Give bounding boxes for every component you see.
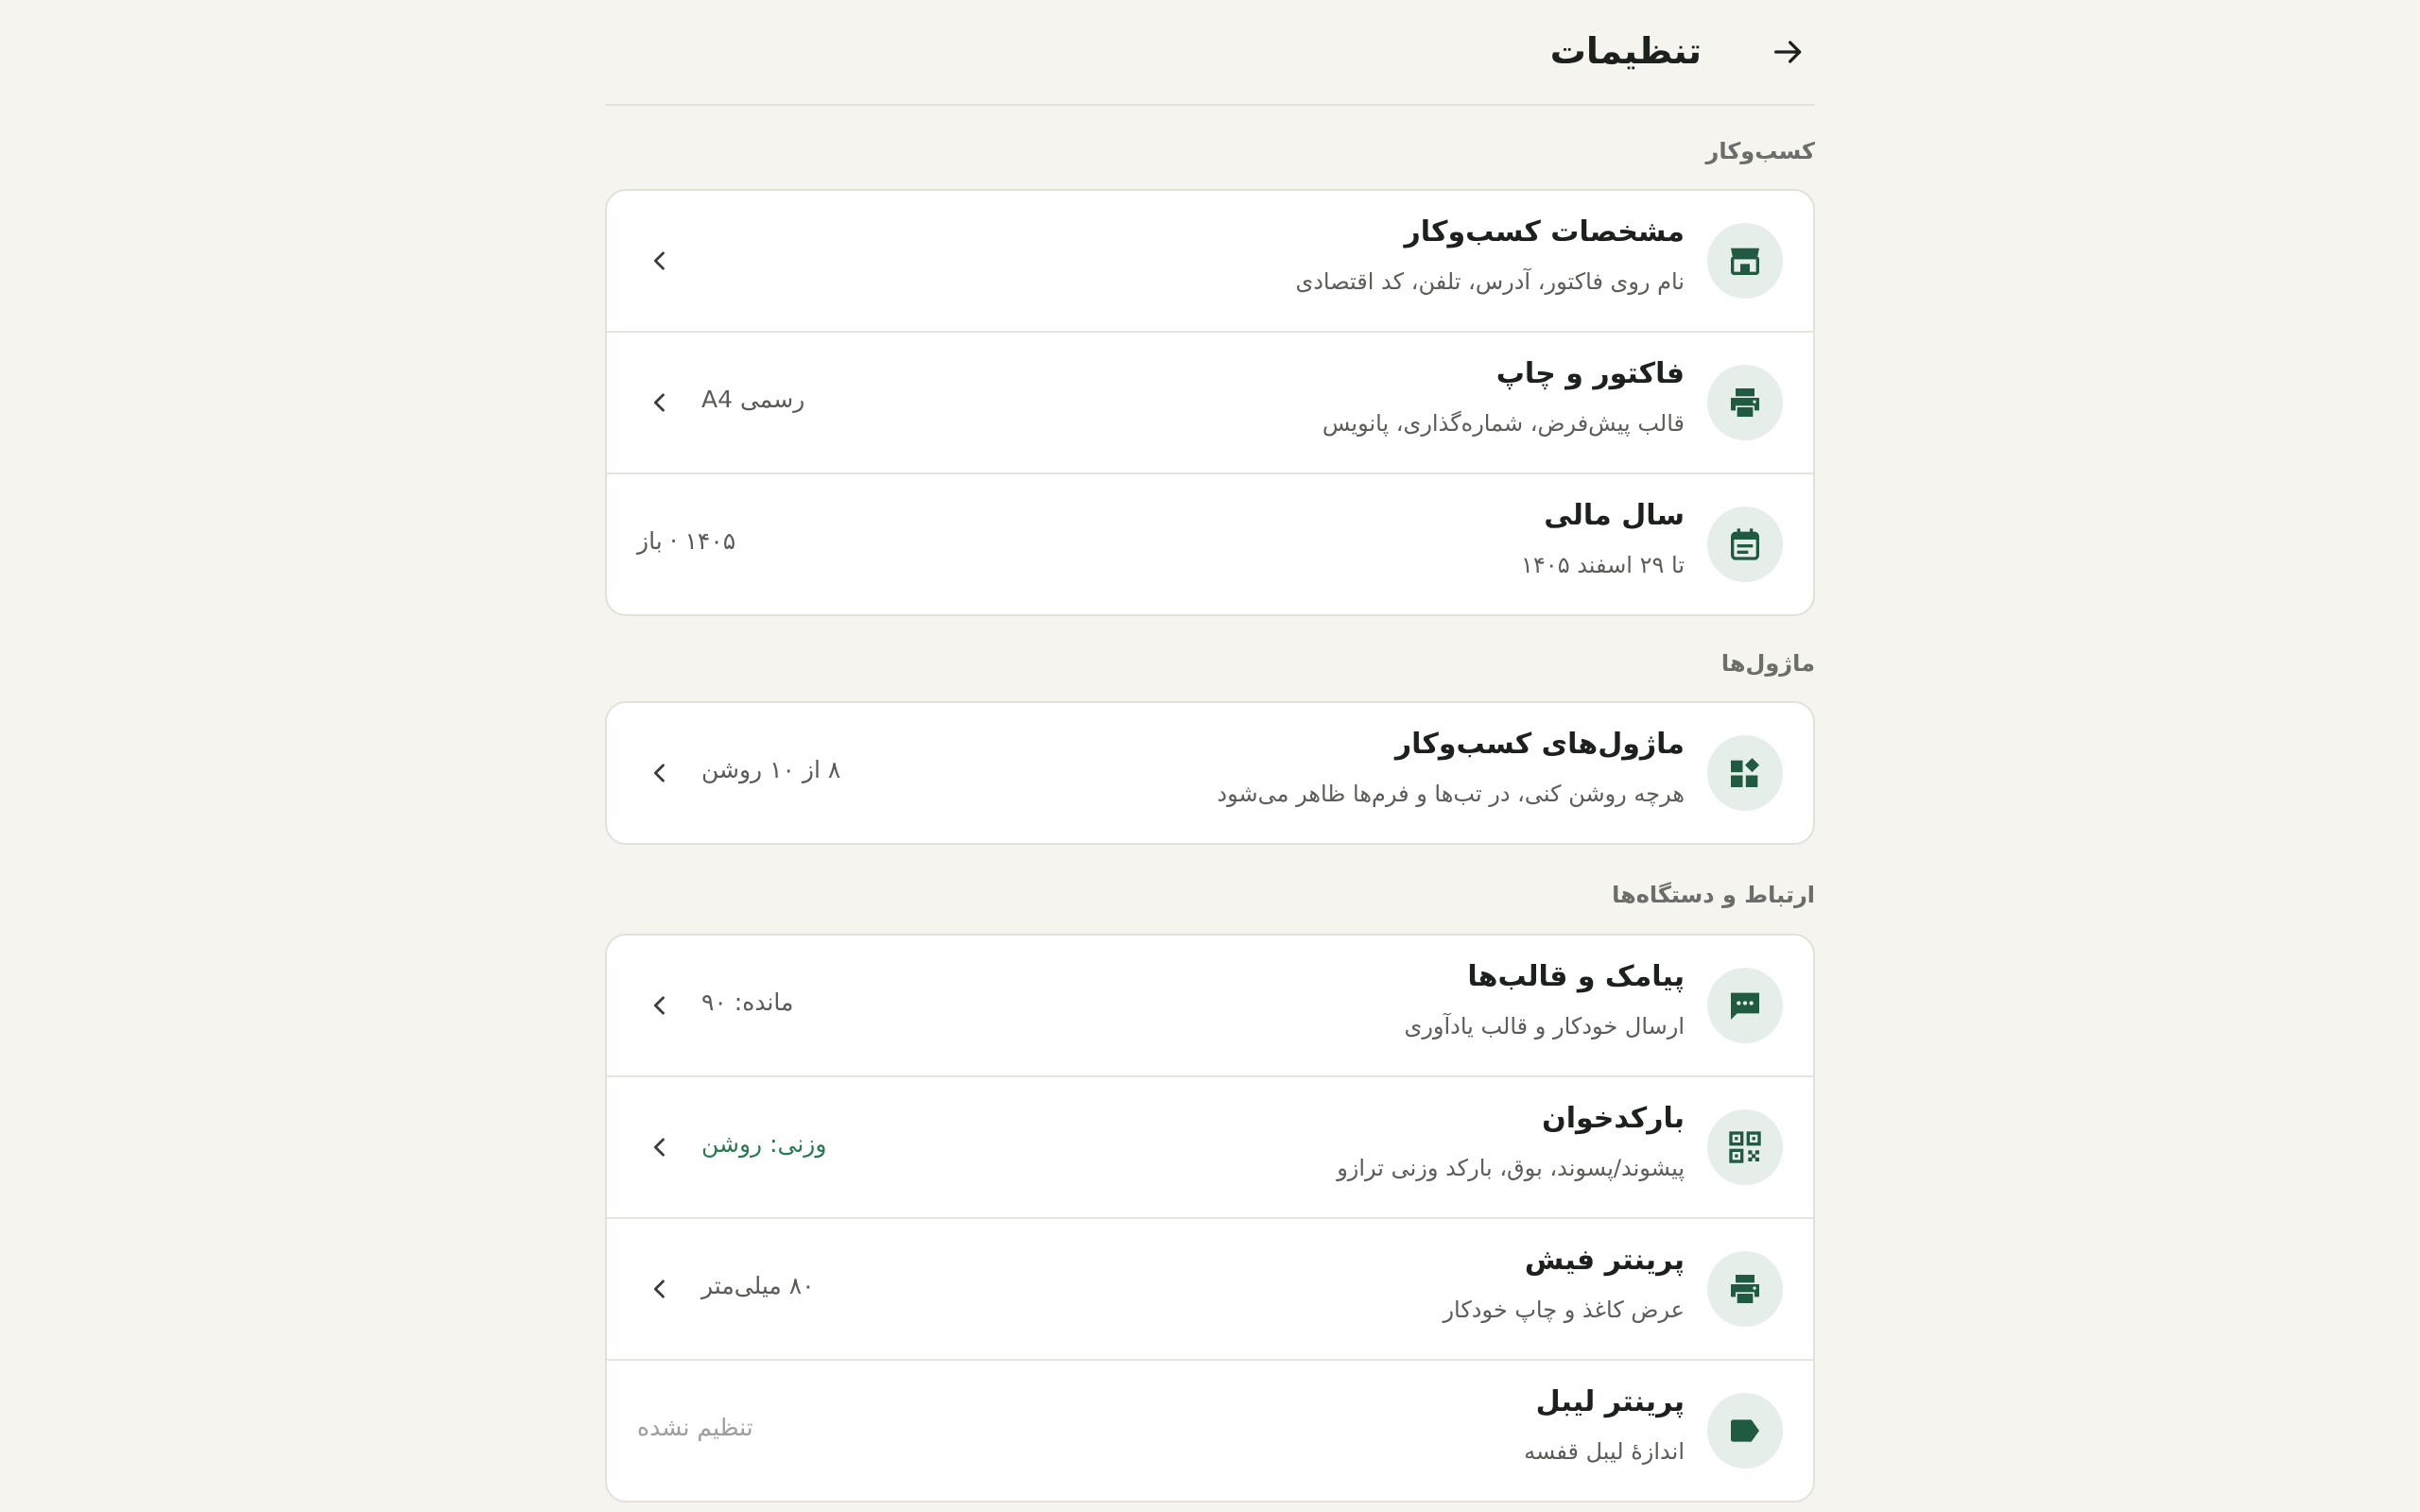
back-button[interactable] <box>1762 26 1815 78</box>
chevron-left-icon <box>645 246 675 276</box>
receipt-printer-icon <box>1707 1251 1783 1327</box>
card-business <box>605 189 1815 616</box>
row-barcode-scanner[interactable] <box>607 1075 1813 1217</box>
sms-icon <box>1707 968 1783 1043</box>
card-devices <box>605 934 1815 1503</box>
row-fiscal-year[interactable] <box>607 472 1813 614</box>
section-label-business: کسب‌وکار <box>1705 138 1815 164</box>
row-value: ۸ از ۱۰ روشن <box>701 756 841 783</box>
row-title: پیامک و قالب‌ها <box>1467 960 1685 993</box>
page-title: تنظیمات <box>1549 30 1702 72</box>
row-value: تنظیم نشده <box>637 1414 753 1441</box>
row-business-modules[interactable] <box>607 703 1813 843</box>
row-subtitle: نام روی فاکتور، آدرس، تلفن، کد اقتصادی <box>1295 268 1685 295</box>
widgets-icon <box>1707 735 1783 811</box>
printer-icon <box>1707 365 1783 440</box>
row-subtitle: قالب پیش‌فرض، شماره‌گذاری، پانویس <box>1322 410 1685 437</box>
section-label-modules: ماژول‌ها <box>1720 650 1815 677</box>
row-title: فاکتور و چاپ <box>1495 357 1685 390</box>
row-label-printer[interactable] <box>607 1359 1813 1501</box>
row-subtitle: هرچه روشن کنی، در تب‌ها و فرم‌ها ظاهر می‌شود <box>1217 781 1685 807</box>
chevron-left-icon <box>645 990 675 1021</box>
chevron-left-icon <box>645 1132 675 1162</box>
row-subtitle: عرض کاغذ و چاپ خودکار <box>1443 1297 1685 1323</box>
row-receipt-printer[interactable] <box>607 1217 1813 1359</box>
arrow-right-icon <box>1770 33 1807 71</box>
row-title: ماژول‌های کسب‌وکار <box>1394 728 1685 761</box>
row-subtitle: ارسال خودکار و قالب یادآوری <box>1404 1013 1685 1040</box>
qr-scanner-icon <box>1707 1109 1783 1185</box>
row-title: بارکدخوان <box>1542 1102 1685 1135</box>
label-icon <box>1707 1393 1783 1469</box>
row-value: ۸۰ میلی‌متر <box>701 1272 815 1299</box>
chevron-left-icon <box>645 758 675 788</box>
settings-page <box>605 0 1815 1512</box>
chevron-left-icon <box>645 1274 675 1304</box>
row-value: مانده: ۹۰ <box>701 988 794 1016</box>
card-modules <box>605 701 1815 845</box>
store-icon <box>1707 223 1783 299</box>
row-title: پرینتر فیش <box>1524 1244 1685 1277</box>
row-value: وزنی: روشن <box>701 1130 827 1158</box>
row-sms-templates[interactable] <box>607 936 1813 1075</box>
row-title: مشخصات کسب‌وکار <box>1404 215 1685 249</box>
chevron-left-icon <box>645 387 675 418</box>
calendar-icon <box>1707 507 1783 582</box>
section-label-devices: ارتباط و دستگاه‌ها <box>1612 882 1815 908</box>
row-title: سال مالی <box>1544 499 1685 532</box>
row-value: رسمی A4 <box>701 386 805 413</box>
row-value: ۱۴۰۵ · باز <box>637 527 736 555</box>
page-header <box>605 0 1815 106</box>
row-title: پرینتر لیبل <box>1535 1385 1685 1418</box>
row-subtitle: اندازهٔ لیبل قفسه <box>1524 1438 1685 1465</box>
row-subtitle: تا ۲۹ اسفند ۱۴۰۵ <box>1521 552 1685 578</box>
row-subtitle: پیشوند/پسوند، بوق، بارکد وزنی ترازو <box>1337 1155 1685 1181</box>
row-business-info[interactable] <box>607 191 1813 331</box>
row-invoice-print[interactable] <box>607 331 1813 472</box>
